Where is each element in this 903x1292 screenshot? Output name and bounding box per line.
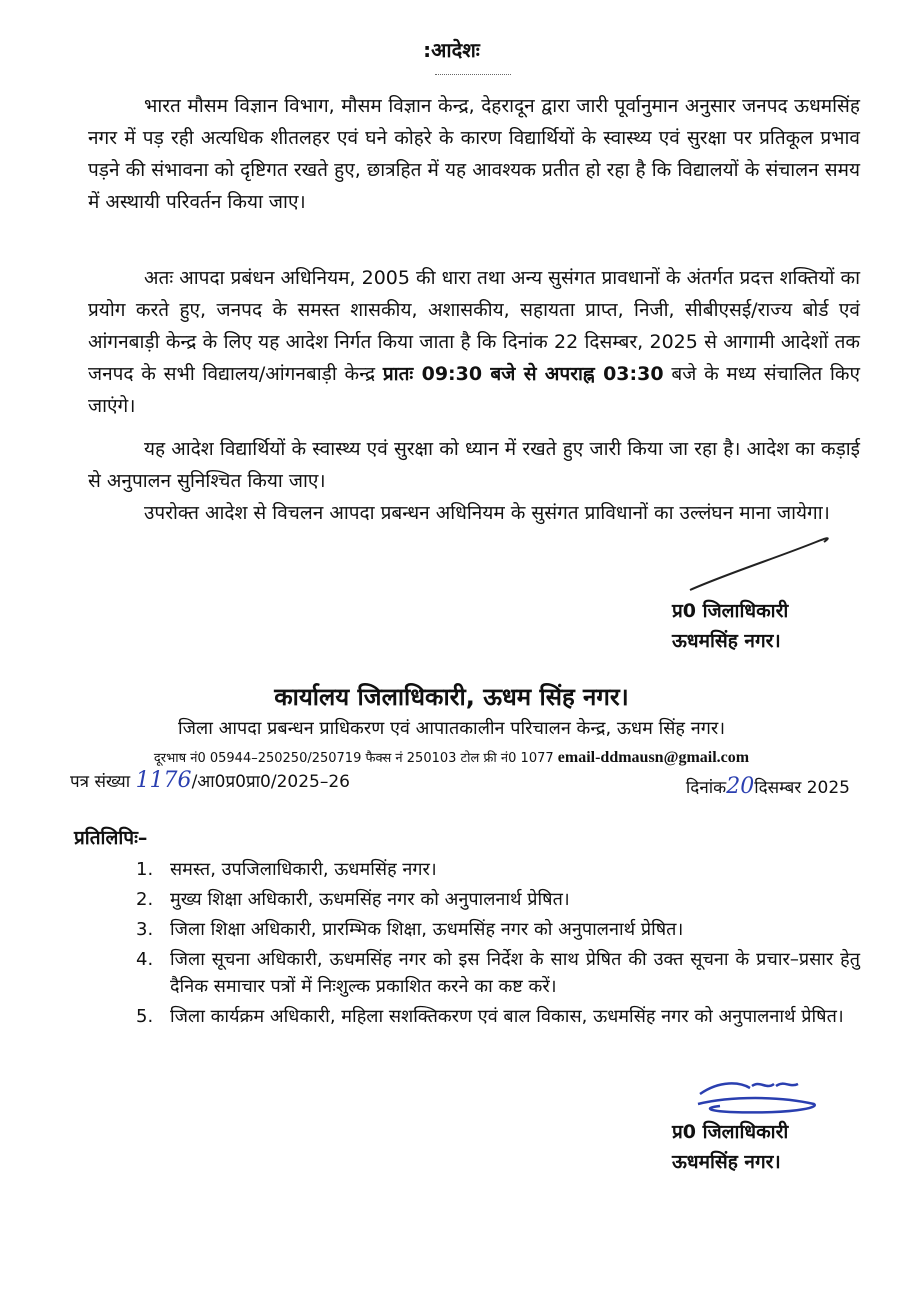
list-item-text: मुख्य शिक्षा अधिकारी, ऊधमसिंह नगर को अनुपालनार्थ प्रेषित। (170, 889, 570, 910)
list-item-number: 1. (136, 859, 154, 880)
list-item-number: 2. (136, 889, 154, 910)
letter-number (70, 768, 350, 793)
office-contact (0, 748, 903, 767)
letter-number-label: पत्र संख्या (70, 772, 131, 792)
paragraph-1-text: भारत मौसम विज्ञान विभाग, मौसम विज्ञान केन्द्र, देहरादून द्वारा जारी पूर्वानुमान अनुसार जनपद ऊधमसिंह नगर में पड़ रही अत्यधिक शीतलहर एवं घने कोहरे के कारण विद्यार्थियों के स्वास्थ्य एवं सुरक्षा पर प्रतिकूल प्रभाव पड़ने की संभावना को दृष्टिगत रखते हुए, छात्रहित में यह आवश्यक प्रतीत हो रहा है कि विद्यालयों के संचालन समय में अस्थायी परिवर्तन किया जाए। (88, 95, 860, 213)
list-item (130, 916, 860, 943)
list-item-text: जिला सूचना अधिकारी, ऊधमसिंह नगर को इस निर्देश के साथ प्रेषित की उक्त सूचना के प्रचार–प्रसार हेतु दैनिक समाचार पत्रों में निःशुल्क प्रकाशित करने का कष्ट करें। (170, 949, 860, 997)
school-timing-bold: प्रातः 09:30 बजे से अपराह्न 03:30 (382, 363, 664, 385)
office-title: कार्यालय जिलाधिकारी, ऊधम सिंह नगर। (274, 683, 629, 711)
order-paragraph-4 (88, 497, 860, 529)
order-paragraph-3 (88, 433, 860, 497)
office-subtitle: जिला आपदा प्रबन्धन प्राधिकरण एवं आपातकालीन परिचालन केन्द्र, ऊधम सिंह नगर। (177, 718, 726, 739)
order-paragraph-2 (88, 262, 860, 422)
signature-2-stroke (690, 1078, 830, 1120)
list-item-text: जिला कार्यक्रम अधिकारी, महिला सशक्तिकरण एवं बाल विकास, ऊधमसिंह नगर को अनुपालनार्थ प्रेषित। (170, 1006, 844, 1027)
signature-2-designation: प्र0 जिलाधिकारी (672, 1121, 789, 1143)
list-item-number: 5. (136, 1006, 154, 1027)
list-item (130, 946, 860, 1000)
letter-date (686, 774, 850, 799)
letter-number-suffix: /आ0प्र0प्रा0/2025–26 (191, 772, 350, 792)
list-item (130, 1003, 860, 1030)
signature-block-2 (672, 1117, 788, 1177)
list-item-text: जिला शिक्षा अधिकारी, प्रारम्भिक शिक्षा, ऊधमसिंह नगर को अनुपालनार्थ प्रेषित। (170, 919, 684, 940)
list-item-text: समस्त, उपजिलाधिकारी, ऊधमसिंह नगर। (170, 859, 437, 880)
paragraph-3-text: यह आदेश विद्यार्थियों के स्वास्थ्य एवं सुरक्षा को ध्यान में रखते हुए जारी किया जा रहा है। आदेश का कड़ाई से अनुपालन सुनिश्चित किया जाए। (88, 438, 860, 492)
signature-1-designation: प्र0 जिलाधिकारी (672, 600, 789, 622)
copy-to-label: प्रतिलिपिः– (74, 827, 148, 849)
copy-to-list (130, 856, 860, 1033)
list-item (130, 856, 860, 883)
list-item (130, 886, 860, 913)
paragraph-4-text: उपरोक्त आदेश से विचलन आपदा प्रबन्धन अधिनियम के सुसंगत प्राविधानों का उल्लंघन माना जायेगा। (144, 502, 830, 524)
list-item-number: 3. (136, 919, 154, 940)
office-phone-fax: दूरभाष नं0 05944–250250/250719 फैक्स नं 250103 टोल फ्री नं0 1077 (153, 751, 554, 766)
office-email: email-ddmausn@gmail.com (557, 749, 750, 766)
order-paragraph-1 (88, 90, 860, 218)
list-item-number: 4. (136, 949, 154, 970)
paragraph-2-text-before: अतः आपदा प्रबंधन अधिनियम, 2005 की धारा तथा अन्य सुसंगत प्रावधानों के अंतर्गत प्रदत्त शक्तियों का प्रयोग करते हुए, जनपद के समस्त शासकीय, अशासकीय, सहायता प्राप्त, निजी, सीबीएसई/राज्य बोर्ड एवं आंगनबाड़ी केन्द्र के लिए यह आदेश निर्गत किया जाता है कि दिनांक 22 दिसम्बर, 2025 से आगामी आदेशों तक जनपद के सभी विद्यालय/आंगनबाड़ी केन्द्र (88, 267, 860, 385)
order-heading: :आदेशः (423, 38, 480, 62)
signature-block-1 (672, 596, 788, 656)
letter-number-handwritten: 1176 (135, 768, 192, 793)
letter-date-label: दिनांक (685, 778, 727, 798)
signature-1-stroke (686, 530, 836, 596)
signature-1-place: ऊधमसिंह नगर। (672, 630, 781, 652)
paragraph-2-text-after: बजे के मध्य संचालित किए जाएंगे। (88, 363, 860, 417)
letter-date-handwritten: 20 (726, 774, 755, 799)
signature-2-place: ऊधमसिंह नगर। (672, 1151, 781, 1173)
heading-underline (435, 74, 511, 75)
letter-date-suffix: दिसम्बर 2025 (754, 778, 850, 798)
